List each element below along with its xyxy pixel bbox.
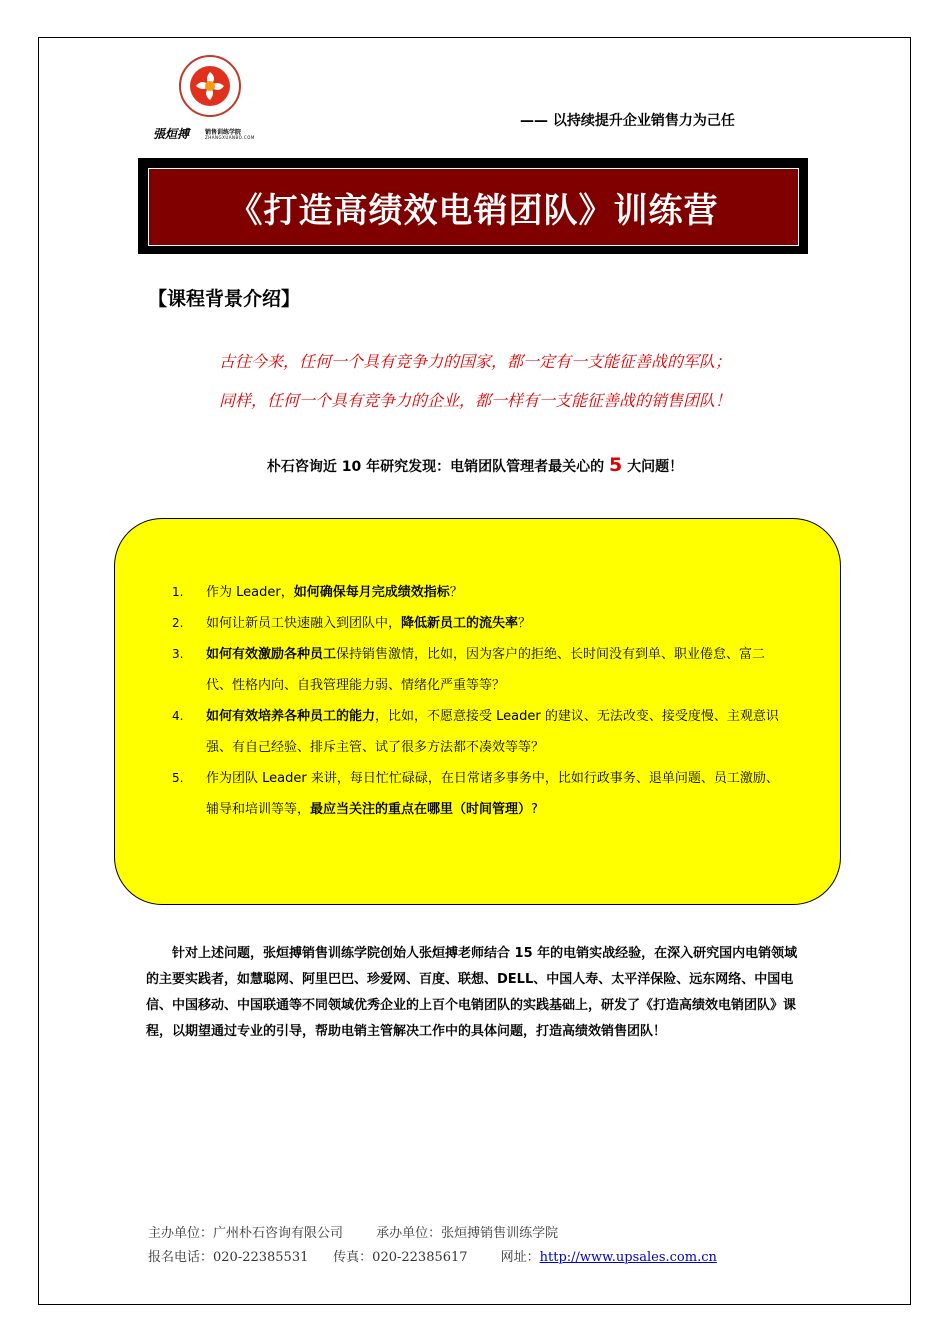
logo-url: ZHANGXUANBO.COM [205,135,255,140]
fax: 传真：020-22385617 [333,1250,468,1265]
intro-line: 同样，任何一个具有竞争力的企业，都一样有一支能征善战的销售团队！ [218,391,731,410]
list-item: 1. 作为 Leader，如何确保每月完成绩效指标？ [170,577,790,608]
list-item: 2. 如何让新员工快速融入到团队中，降低新员工的流失率？ [170,608,790,639]
course-description: 针对上述问题，张烜搏销售训练学院创始人张烜搏老师结合 15 年的电销实战经验，在深入研究国内电销领域的主要实践者，如慧聪网、阿里巴巴、珍爱网、百度、联想、DELL、中国人寿、太平洋保险、远东网络、中国电信、中国移动、中国联通等不同领域优秀企业的上百个电销团队的实践基础上，研发了《打造高绩效电销团队》课程，以期望通过专业的引导，帮助电销主管解决工作中的具体问题，打造高绩效销售团队！ [146,946,798,1039]
item-number: 3. [172,647,184,661]
organizer: 主办单位：广州朴石咨询有限公司 [148,1226,344,1241]
item-number: 2. [172,616,184,630]
list-item: 3. 如何有效激励各种员工保持销售激情，比如，因为客户的拒绝、长时间没有到单、职业倦怠、富二代、性格内向、自我管理能力弱、情绪化严重等等？ [170,639,790,701]
finding-text: 大问题！ [622,459,684,475]
item-number: 5. [172,771,184,785]
logo-name: 張烜搏 [153,127,190,141]
page-title: 《打造高绩效电销团队》训练营 [228,190,719,231]
logo-subtitle: 销售训练学院 [205,129,242,136]
phone: 报名电话：020-22385531 [148,1250,309,1265]
finding-number: 5 [609,454,623,476]
questions-list [170,577,790,825]
intro-line: 古往今来，任何一个具有竞争力的国家，都一定有一支能征善战的军队； [218,352,731,371]
item-number: 4. [172,709,184,723]
finding-text: 朴石咨询近 10 年研究发现：电销团队管理者最关心的 [266,459,609,475]
finding-headline [0,454,950,476]
footer-line-2 [148,1246,717,1265]
item-number: 1. [172,585,184,599]
website-link[interactable]: http://www.upsales.com.cn [539,1250,717,1265]
host: 承办单位：张烜搏销售训练学院 [376,1226,559,1241]
section-heading: 【课程背景介绍】 [148,288,301,310]
footer-line-1 [148,1222,558,1241]
list-item: 4. 如何有效培养各种员工的能力，比如，不愿意接受 Leader 的建议、无法改变、接受度慢、主观意识强、有自己经验、排斥主管、试了很多方法都不凑效等等？ [170,701,790,763]
web-label: 网址： [500,1250,540,1265]
title-banner [148,168,799,246]
slogan: —— 以持续提升企业销售力为己任 [520,113,735,129]
list-item: 5. 作为团队 Leader 来讲，每日忙忙碌碌，在日常诸多事务中，比如行政事务、退单问题、员工激励、辅导和培训等等，最应当关注的重点在哪里（时间管理）? [170,763,790,825]
